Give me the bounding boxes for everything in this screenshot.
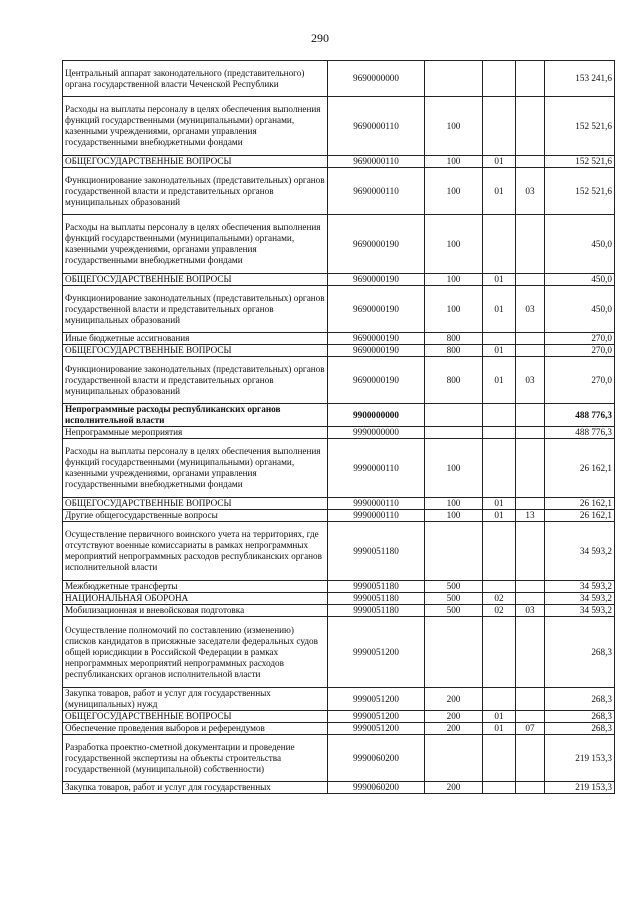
row-expense-type-cell: [425, 404, 483, 427]
row-code-cell: 9990060200: [328, 782, 425, 794]
row-subsection-cell: [516, 617, 545, 688]
row-name-cell: Функционирование законодательных (представительных) органов государственной власти и представительных органов муниципальных образований: [63, 168, 328, 215]
row-expense-type-cell: 100: [425, 274, 483, 286]
table-row: [63, 345, 615, 357]
row-name-cell: ОБЩЕГОСУДАРСТВЕННЫЕ ВОПРОСЫ: [63, 156, 328, 168]
row-section-cell: [483, 782, 516, 794]
row-subsection-cell: [516, 427, 545, 439]
row-expense-type-cell: 100: [425, 439, 483, 498]
row-subsection-cell: 03: [516, 605, 545, 617]
page-number: 290: [311, 31, 329, 45]
row-amount-cell: 270,0: [545, 333, 615, 345]
table-row: [63, 581, 615, 593]
row-amount-cell: 488 776,3: [545, 427, 615, 439]
row-amount-cell: 152 521,6: [545, 168, 615, 215]
row-subsection-cell: [516, 439, 545, 498]
row-name-cell: Непрограммные мероприятия: [63, 427, 328, 439]
row-name-cell: Закупка товаров, работ и услуг для государственных: [63, 782, 328, 794]
row-section-cell: [483, 215, 516, 274]
row-expense-type-cell: 800: [425, 357, 483, 404]
row-expense-type-cell: 100: [425, 510, 483, 522]
row-code-cell: 9990051180: [328, 581, 425, 593]
row-subsection-cell: 03: [516, 357, 545, 404]
table-row: [63, 522, 615, 581]
row-code-cell: 9990051200: [328, 723, 425, 735]
row-code-cell: 9690000190: [328, 357, 425, 404]
row-expense-type-cell: 100: [425, 215, 483, 274]
row-subsection-cell: [516, 97, 545, 156]
row-amount-cell: 34 593,2: [545, 522, 615, 581]
row-code-cell: 9690000190: [328, 345, 425, 357]
row-code-cell: 9990000110: [328, 498, 425, 510]
row-name-cell: Разработка проектно-сметной документации и проведение государственной экспертизы на объекты строительства государственной (муниципальной) собственности): [63, 735, 328, 782]
row-name-cell: Непрограммные расходы республиканских органов исполнительной власти: [63, 404, 328, 427]
table-row: [63, 97, 615, 156]
row-expense-type-cell: 800: [425, 333, 483, 345]
row-subsection-cell: [516, 274, 545, 286]
row-amount-cell: 268,3: [545, 617, 615, 688]
row-name-cell: Обеспечение проведения выборов и референдумов: [63, 723, 328, 735]
row-section-cell: [483, 688, 516, 711]
row-subsection-cell: 07: [516, 723, 545, 735]
row-name-cell: Другие общегосударственные вопросы: [63, 510, 328, 522]
row-section-cell: [483, 581, 516, 593]
row-section-cell: [483, 97, 516, 156]
row-subsection-cell: 03: [516, 286, 545, 333]
row-expense-type-cell: 100: [425, 286, 483, 333]
row-subsection-cell: [516, 498, 545, 510]
row-name-cell: Функционирование законодательных (представительных) органов государственной власти и представительных органов муниципальных образований: [63, 357, 328, 404]
row-amount-cell: 34 593,2: [545, 605, 615, 617]
row-name-cell: Функционирование законодательных (представительных) органов государственной власти и представительных органов муниципальных образований: [63, 286, 328, 333]
row-section-cell: 01: [483, 498, 516, 510]
table-row: [63, 723, 615, 735]
row-section-cell: 01: [483, 723, 516, 735]
row-amount-cell: 268,3: [545, 688, 615, 711]
row-expense-type-cell: 200: [425, 723, 483, 735]
row-amount-cell: 450,0: [545, 286, 615, 333]
row-amount-cell: 26 162,1: [545, 439, 615, 498]
row-name-cell: Мобилизационная и вневойсковая подготовка: [63, 605, 328, 617]
row-name-cell: Закупка товаров, работ и услуг для государственных (муниципальных) нужд: [63, 688, 328, 711]
row-subsection-cell: [516, 61, 545, 97]
table-row: [63, 711, 615, 723]
row-code-cell: 9690000110: [328, 97, 425, 156]
row-code-cell: 9990051200: [328, 688, 425, 711]
row-amount-cell: 34 593,2: [545, 593, 615, 605]
row-name-cell: Расходы на выплаты персоналу в целях обеспечения выполнения функций государственными (муниципальными) органами, казенными учреждениями, органами управления государственными внебюджетными фондами: [63, 439, 328, 498]
row-subsection-cell: 03: [516, 168, 545, 215]
row-expense-type-cell: 100: [425, 498, 483, 510]
row-subsection-cell: [516, 404, 545, 427]
row-name-cell: ОБЩЕГОСУДАРСТВЕННЫЕ ВОПРОСЫ: [63, 498, 328, 510]
row-section-cell: [483, 61, 516, 97]
table-row: [63, 782, 615, 794]
table-row: [63, 286, 615, 333]
row-amount-cell: 270,0: [545, 345, 615, 357]
row-name-cell: Расходы на выплаты персоналу в целях обеспечения выполнения функций государственными (муниципальными) органами, казенными учреждениями, органами управления государственными внебюджетными фондами: [63, 215, 328, 274]
row-name-cell: Центральный аппарат законодательного (представительного) органа государственной власти Чеченской Республики: [63, 61, 328, 97]
row-section-cell: 02: [483, 593, 516, 605]
row-name-cell: ОБЩЕГОСУДАРСТВЕННЫЕ ВОПРОСЫ: [63, 274, 328, 286]
row-amount-cell: 488 776,3: [545, 404, 615, 427]
row-expense-type-cell: 500: [425, 581, 483, 593]
row-name-cell: Межбюджетные трансферты: [63, 581, 328, 593]
row-amount-cell: 268,3: [545, 711, 615, 723]
row-code-cell: 9990051180: [328, 593, 425, 605]
row-code-cell: 9990000000: [328, 427, 425, 439]
table-row: [63, 215, 615, 274]
row-code-cell: 9990060200: [328, 735, 425, 782]
row-section-cell: [483, 439, 516, 498]
row-expense-type-cell: 100: [425, 97, 483, 156]
row-code-cell: 9990051200: [328, 711, 425, 723]
table-row: [63, 333, 615, 345]
row-section-cell: 02: [483, 605, 516, 617]
row-name-cell: Расходы на выплаты персоналу в целях обеспечения выполнения функций государственными (муниципальными) органами, казенными учреждениями, органами управления государственными внебюджетными фондами: [63, 97, 328, 156]
row-section-cell: 01: [483, 286, 516, 333]
row-section-cell: 01: [483, 345, 516, 357]
table-row: [63, 404, 615, 427]
row-section-cell: 01: [483, 168, 516, 215]
row-expense-type-cell: 200: [425, 688, 483, 711]
table-row: [63, 439, 615, 498]
row-amount-cell: 34 593,2: [545, 581, 615, 593]
row-expense-type-cell: [425, 522, 483, 581]
row-subsection-cell: [516, 156, 545, 168]
row-name-cell: Осуществление полномочий по составлению (изменению) списков кандидатов в присяжные заседатели федеральных судов общей юрисдикции в Российской Федерации в рамках непрограммных мероприятий непрограммных расходов республиканских органов исполнительной власти: [63, 617, 328, 688]
row-code-cell: 9690000110: [328, 168, 425, 215]
table-row: [63, 61, 615, 97]
row-expense-type-cell: 100: [425, 168, 483, 215]
row-amount-cell: 270,0: [545, 357, 615, 404]
row-code-cell: 9990000110: [328, 510, 425, 522]
row-code-cell: 9690000190: [328, 333, 425, 345]
table-row: [63, 510, 615, 522]
row-expense-type-cell: [425, 735, 483, 782]
row-code-cell: 9690000190: [328, 274, 425, 286]
row-subsection-cell: [516, 522, 545, 581]
row-expense-type-cell: 500: [425, 605, 483, 617]
row-section-cell: [483, 617, 516, 688]
row-amount-cell: 26 162,1: [545, 498, 615, 510]
budget-table-body: [63, 61, 615, 794]
row-code-cell: 9990051180: [328, 605, 425, 617]
row-subsection-cell: [516, 782, 545, 794]
table-row: [63, 617, 615, 688]
row-name-cell: ОБЩЕГОСУДАРСТВЕННЫЕ ВОПРОСЫ: [63, 711, 328, 723]
row-subsection-cell: [516, 581, 545, 593]
row-name-cell: НАЦИОНАЛЬНАЯ ОБОРОНА: [63, 593, 328, 605]
row-code-cell: 9990051180: [328, 522, 425, 581]
table-row: [63, 168, 615, 215]
table-row: [63, 605, 615, 617]
table-row: [63, 498, 615, 510]
row-amount-cell: 450,0: [545, 274, 615, 286]
row-code-cell: 9900000000: [328, 404, 425, 427]
row-expense-type-cell: [425, 427, 483, 439]
row-expense-type-cell: 100: [425, 156, 483, 168]
table-row: [63, 357, 615, 404]
row-code-cell: 9690000190: [328, 286, 425, 333]
row-code-cell: 9690000000: [328, 61, 425, 97]
table-row: [63, 593, 615, 605]
row-amount-cell: 152 521,6: [545, 97, 615, 156]
row-section-cell: 01: [483, 156, 516, 168]
row-section-cell: 01: [483, 510, 516, 522]
row-amount-cell: 219 153,3: [545, 735, 615, 782]
row-section-cell: 01: [483, 711, 516, 723]
row-section-cell: [483, 404, 516, 427]
table-row: [63, 427, 615, 439]
table-row: [63, 274, 615, 286]
row-amount-cell: 152 521,6: [545, 156, 615, 168]
row-expense-type-cell: 500: [425, 593, 483, 605]
row-expense-type-cell: [425, 617, 483, 688]
row-expense-type-cell: 800: [425, 345, 483, 357]
row-code-cell: 9990000110: [328, 439, 425, 498]
row-section-cell: [483, 735, 516, 782]
row-code-cell: 9690000110: [328, 156, 425, 168]
row-subsection-cell: [516, 345, 545, 357]
row-subsection-cell: [516, 593, 545, 605]
table-row: [63, 156, 615, 168]
table-row: [63, 688, 615, 711]
row-section-cell: 01: [483, 357, 516, 404]
row-code-cell: 9990051200: [328, 617, 425, 688]
row-expense-type-cell: 200: [425, 711, 483, 723]
row-section-cell: 01: [483, 274, 516, 286]
row-name-cell: Иные бюджетные ассигнования: [63, 333, 328, 345]
row-subsection-cell: [516, 735, 545, 782]
row-expense-type-cell: 200: [425, 782, 483, 794]
row-subsection-cell: [516, 711, 545, 723]
row-section-cell: [483, 333, 516, 345]
row-amount-cell: 26 162,1: [545, 510, 615, 522]
row-subsection-cell: [516, 333, 545, 345]
row-section-cell: [483, 522, 516, 581]
row-amount-cell: 153 241,6: [545, 61, 615, 97]
row-code-cell: 9690000190: [328, 215, 425, 274]
row-name-cell: Осуществление первичного воинского учета на территориях, где отсутствуют военные комиссариаты в рамках непрограммных мероприятий непрограммных расходов республиканских органов исполнительной власти: [63, 522, 328, 581]
budget-table: [62, 60, 615, 794]
row-amount-cell: 219 153,3: [545, 782, 615, 794]
row-subsection-cell: 13: [516, 510, 545, 522]
row-expense-type-cell: [425, 61, 483, 97]
row-name-cell: ОБЩЕГОСУДАРСТВЕННЫЕ ВОПРОСЫ: [63, 345, 328, 357]
row-subsection-cell: [516, 688, 545, 711]
row-amount-cell: 450,0: [545, 215, 615, 274]
row-subsection-cell: [516, 215, 545, 274]
table-row: [63, 735, 615, 782]
row-section-cell: [483, 427, 516, 439]
row-amount-cell: 268,3: [545, 723, 615, 735]
